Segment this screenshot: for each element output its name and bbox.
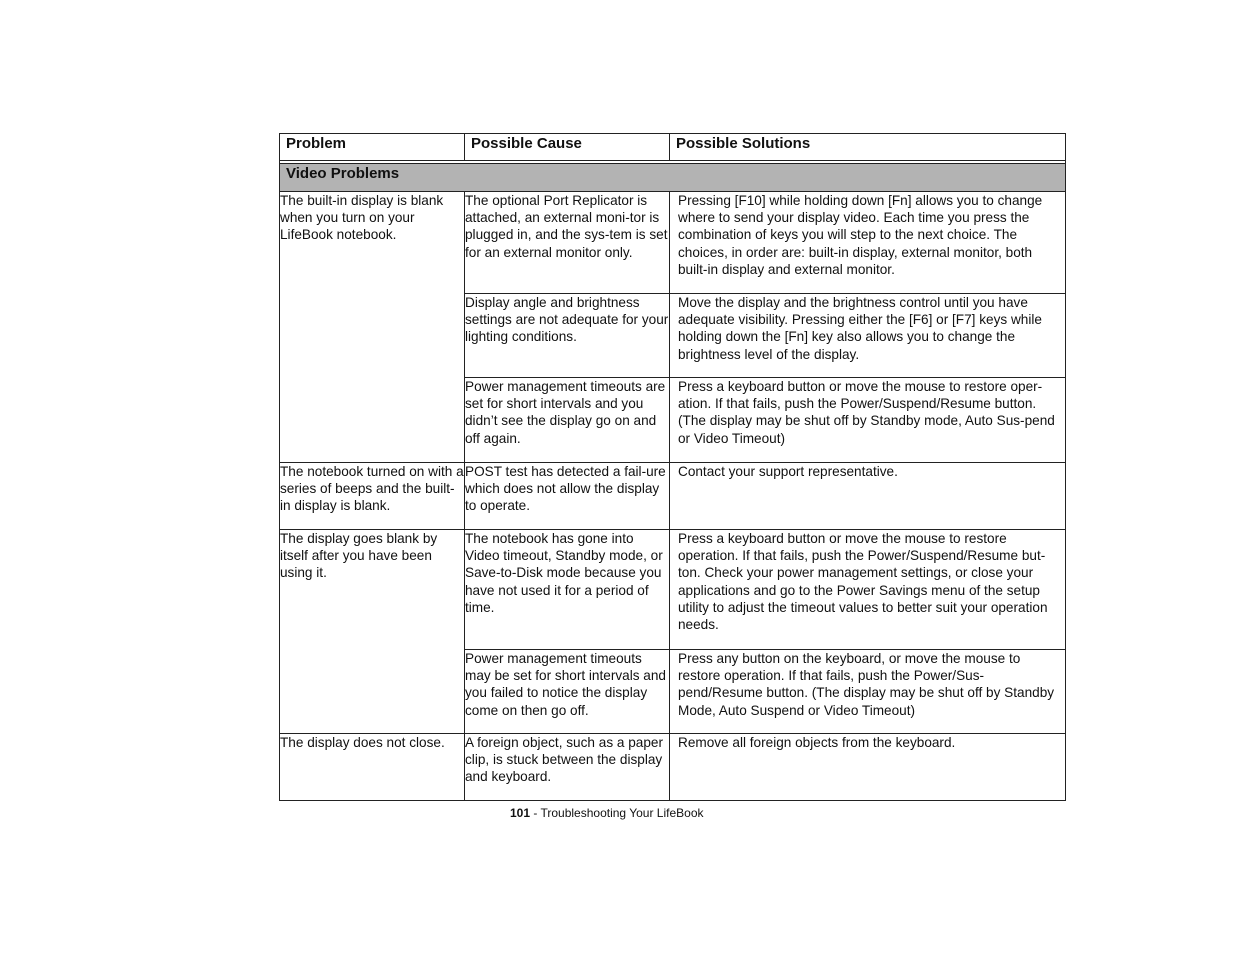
section-row: [280, 164, 1066, 192]
table-row: [280, 734, 1066, 801]
table-header-row: [280, 134, 1066, 161]
solution-cell: Press a keyboard button or move the mouse to restore operation. If that fails, push the Power/Suspend/Resume but-ton. Check your power management settings, or close your applications and go to the Power Savings menu of the setup utility to adjust the timeout values to better suit your operation needs.: [670, 530, 1066, 650]
cause-cell: Power management timeouts are set for short intervals and you didn’t see the display go on and off again.: [465, 378, 670, 463]
solution-cell: Pressing [F10] while holding down [Fn] allows you to change where to send your display video. Each time you press the combination of keys you will step to the next choice. The choices, in order are: built-in display, external monitor, both built-in display and external monitor.: [670, 192, 1066, 294]
solution-cell: Move the display and the brightness control until you have adequate visibility. Pressing either the [F6] or [F7] keys while holding down the [Fn] key also allows you to change the brightness level of the display.: [670, 294, 1066, 378]
cause-cell: Power management timeouts may be set for short intervals and you failed to notice the display come on then go off.: [465, 650, 670, 734]
table-row: [280, 463, 1066, 530]
cause-cell: Display angle and brightness settings are not adequate for your lighting conditions.: [465, 294, 670, 378]
cause-cell: The optional Port Replicator is attached, an external moni-tor is plugged in, and the sys-tem is set for an external monitor only.: [465, 192, 670, 294]
header-possible-solutions: Possible Solutions: [670, 134, 1066, 161]
table-row: [280, 530, 1066, 650]
solution-cell: Remove all foreign objects from the keyboard.: [670, 734, 1066, 801]
problem-cell: The notebook turned on with a series of beeps and the built-in display is blank.: [280, 463, 465, 530]
page-number: 101: [510, 806, 531, 820]
footer-text: - Troubleshooting Your LifeBook: [530, 806, 704, 820]
table-row: [280, 192, 1066, 294]
solution-cell: Contact your support representative.: [670, 463, 1066, 530]
problem-cell: The built-in display is blank when you turn on your LifeBook notebook.: [280, 192, 465, 463]
cause-cell: A foreign object, such as a paper clip, is stuck between the display and keyboard.: [465, 734, 670, 801]
cause-cell: The notebook has gone into Video timeout, Standby mode, or Save-to-Disk mode because you have not used it for a period of time.: [465, 530, 670, 650]
section-title: Video Problems: [280, 164, 1066, 192]
cause-cell: POST test has detected a fail-ure which does not allow the display to operate.: [465, 463, 670, 530]
problem-cell: The display goes blank by itself after you have been using it.: [280, 530, 465, 734]
header-possible-cause: Possible Cause: [465, 134, 670, 161]
troubleshooting-table: [279, 133, 1066, 801]
problem-cell: The display does not close.: [280, 734, 465, 801]
solution-cell: Press any button on the keyboard, or move the mouse to restore operation. If that fails, push the Power/Sus-pend/Resume button. (The display may be shut off by Standby Mode, Auto Suspend or Video Timeout): [670, 650, 1066, 734]
solution-cell: Press a keyboard button or move the mouse to restore oper-ation. If that fails, push the Power/Suspend/Resume button. (The display may be shut off by Standby mode, Auto Sus-pend or Video Timeout): [670, 378, 1066, 463]
header-problem: Problem: [280, 134, 465, 161]
